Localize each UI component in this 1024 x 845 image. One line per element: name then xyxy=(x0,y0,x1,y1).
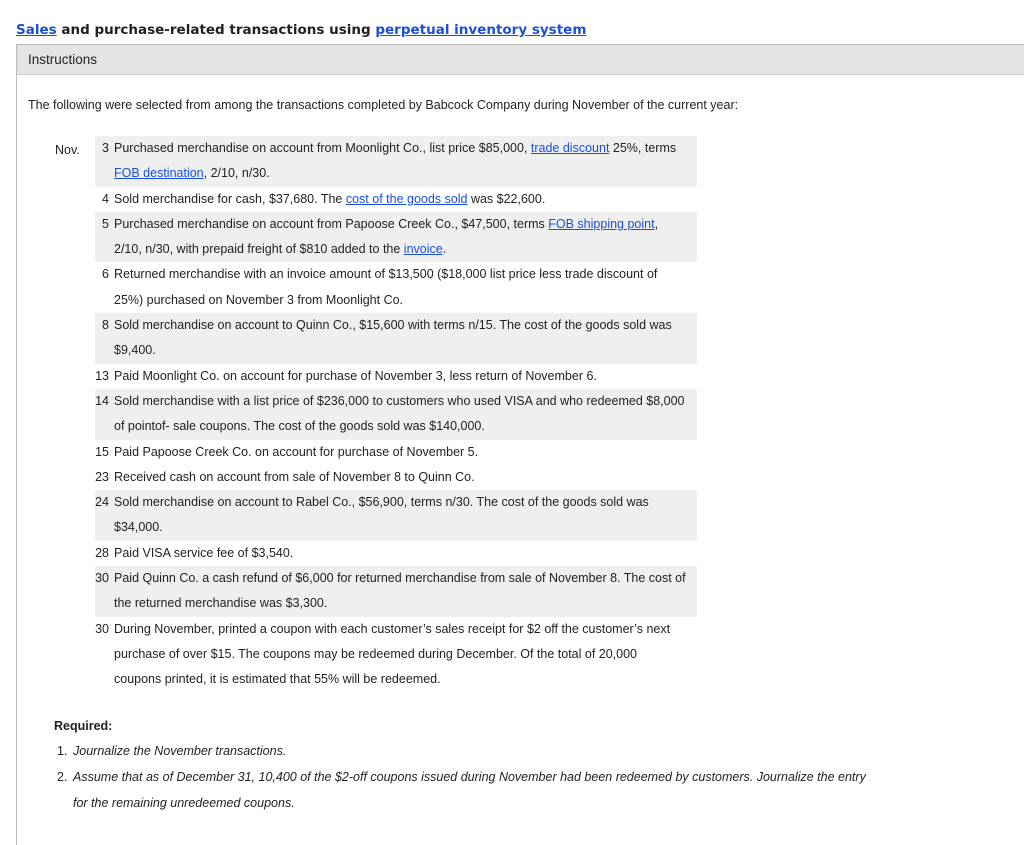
transaction-text: 2/10, n/30, with prepaid freight of $810 added to the xyxy=(114,242,404,257)
transaction-text: Paid VISA service fee of $3,540. xyxy=(114,545,294,560)
transaction-day: 23 xyxy=(95,469,109,484)
glossary-link[interactable]: trade discount xyxy=(530,141,610,155)
required-item-number: 2. xyxy=(57,770,68,784)
transaction-row xyxy=(95,440,697,465)
instructions-header: Instructions xyxy=(17,45,1024,75)
transaction-day: 4 xyxy=(102,191,109,206)
month-label: Nov. xyxy=(55,143,80,157)
transaction-row xyxy=(95,187,697,212)
glossary-link[interactable]: FOB shipping point xyxy=(548,216,655,231)
transaction-text: Sold merchandise on account to Quinn Co., $15,600 with terms n/15. The cost of the goods sold was xyxy=(114,318,672,333)
transaction-text: Purchased merchandise on account from Moonlight Co., list price $85,000, xyxy=(114,141,531,155)
transaction-row xyxy=(95,541,697,566)
page-title xyxy=(16,22,586,38)
transaction-day: 28 xyxy=(95,545,109,560)
transaction-text: 25%, terms xyxy=(609,141,677,155)
transaction-text: Returned merchandise with an invoice amount of $13,500 ($18,000 list price less trade discount of xyxy=(114,267,658,282)
glossary-link[interactable]: cost of the goods sold xyxy=(345,191,468,206)
transaction-row xyxy=(95,364,697,389)
transaction-text: , xyxy=(654,216,659,231)
transaction-day: 24 xyxy=(95,495,109,510)
transaction-text: $34,000. xyxy=(114,520,163,535)
glossary-link[interactable]: invoice xyxy=(403,242,443,257)
transaction-day: 3 xyxy=(102,141,109,155)
transaction-day: 13 xyxy=(95,368,109,383)
instructions-panel xyxy=(16,44,1024,845)
transaction-row xyxy=(95,136,697,187)
transaction-day: 5 xyxy=(102,216,109,231)
required-item-1 xyxy=(57,739,697,765)
required-item-text: Journalize the November transactions. xyxy=(73,744,287,758)
transaction-text: Sold merchandise on account to Rabel Co., $56,900, terms n/30. The cost of the goods sold was xyxy=(114,495,649,510)
transaction-day: 30 xyxy=(95,571,109,586)
transaction-row xyxy=(95,389,697,440)
transaction-row xyxy=(95,313,697,364)
transaction-text: , 2/10, n/30. xyxy=(203,166,270,181)
transaction-text: Paid Quinn Co. a cash refund of $6,000 for returned merchandise from sale of November 8. The cost of xyxy=(114,571,686,586)
required-item-number: 1. xyxy=(57,744,68,758)
title-text: and purchase-related transactions using xyxy=(56,22,376,38)
required-label: Required: xyxy=(54,719,113,733)
transaction-row xyxy=(95,465,697,490)
transaction-day: 30 xyxy=(95,621,109,636)
glossary-link[interactable]: FOB destination xyxy=(114,166,204,181)
intro-text: The following were selected from among the transactions completed by Babcock Company during November of the current year: xyxy=(28,98,739,112)
required-item-2 xyxy=(57,765,877,816)
transaction-text: Purchased merchandise on account from Papoose Creek Co., $47,500, terms xyxy=(114,216,549,231)
transaction-text: Sold merchandise with a list price of $236,000 to customers who used VISA and who redeemed $8,000 xyxy=(114,393,685,408)
transaction-text: of pointof- sale coupons. The cost of the goods sold was $140,000. xyxy=(114,419,485,434)
transaction-row xyxy=(95,262,697,313)
transaction-text: Paid Papoose Creek Co. on account for purchase of November 5. xyxy=(114,444,479,459)
sales-link[interactable]: Sales xyxy=(16,22,57,38)
perpetual-inventory-system-link[interactable]: perpetual inventory system xyxy=(375,22,587,38)
transaction-row xyxy=(95,617,697,693)
transaction-text: . xyxy=(442,242,447,257)
transaction-day: 14 xyxy=(95,393,109,408)
transaction-list xyxy=(95,136,697,693)
transaction-day: 15 xyxy=(95,444,109,459)
transaction-text: Sold merchandise for cash, $37,680. The xyxy=(114,191,346,206)
transaction-row xyxy=(95,566,697,617)
transaction-text: During November, printed a coupon with each customer’s sales receipt for $2 off the customer’s next xyxy=(114,621,671,636)
transaction-row xyxy=(95,212,697,263)
transaction-text: was $22,600. xyxy=(467,191,546,206)
transaction-text: purchase of over $15. The coupons may be redeemed during December. Of the total of 20,000 xyxy=(114,646,638,661)
transaction-day: 8 xyxy=(102,318,109,333)
transaction-day: 6 xyxy=(102,267,109,282)
required-item-text: Assume that as of December 31, 10,400 of the $2-off coupons issued during November had been redeemed by customers. Journalize the entry for the remaining unredeemed coupons. xyxy=(73,770,866,810)
transaction-text: $9,400. xyxy=(114,343,156,358)
transaction-text: coupons printed, it is estimated that 55% will be redeemed. xyxy=(114,672,441,687)
transaction-text: 25%) purchased on November 3 from Moonlight Co. xyxy=(114,292,404,307)
transaction-text: the returned merchandise was $3,300. xyxy=(114,596,328,611)
transaction-text: Received cash on account from sale of November 8 to Quinn Co. xyxy=(114,469,475,484)
transaction-text: Paid Moonlight Co. on account for purchase of November 3, less return of November 6. xyxy=(114,368,597,383)
transaction-row xyxy=(95,490,697,541)
